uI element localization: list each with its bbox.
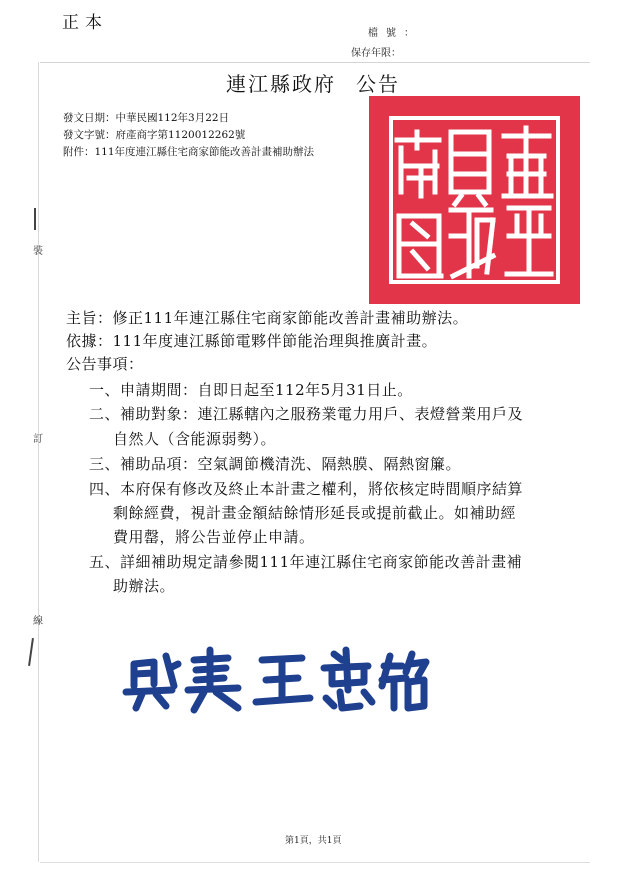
- copy-mark: 正本: [62, 13, 108, 33]
- subject-line: 主旨：修正111年連江縣住宅商家節能改善計畫補助辦法。: [66, 309, 469, 327]
- notice-item-4-continued: 剩餘經費，視計畫金額結餘情形延長或提前截止。如補助經: [113, 504, 517, 522]
- notice-item-5: 五、詳細補助規定請參閱111年連江縣住宅商家節能改善計畫補: [89, 553, 523, 571]
- page-border-top: [40, 62, 590, 63]
- binding-tick: [28, 638, 34, 666]
- signature-stroke-icon: [120, 646, 430, 716]
- notice-item-5-continued: 助辦法。: [113, 577, 176, 595]
- agency-name: 連江縣政府: [226, 72, 336, 96]
- notice-item-2: 二、補助對象：連江縣轄內之服務業電力用戶、表燈營業用戶及: [89, 405, 524, 423]
- page-border-bottom: [40, 862, 590, 863]
- page-number: 第1頁，共1頁: [285, 836, 342, 846]
- notice-item-1: 一、申請期間：自即日起至112年5月31日止。: [89, 381, 413, 399]
- archive-number-label: 檔號：: [368, 28, 422, 39]
- attachment-line: 附件：111年度連江縣住宅商家節能改善計畫補助辦法: [63, 146, 315, 158]
- notice-item-4: 四、本府保有修改及終止本計畫之權利，將依核定時間順序結算: [89, 480, 524, 498]
- issue-date: 發文日期：中華民國112年3月22日: [63, 112, 230, 124]
- binding-mark-xian: 線: [33, 616, 43, 627]
- notices-heading: 公告事項：: [66, 355, 144, 373]
- notice-item-4-continued: 費用罄，將公告並停止申請。: [113, 528, 315, 546]
- binding-mark-ding: 訂: [33, 434, 43, 445]
- magistrate-signature: [120, 646, 430, 716]
- notice-item-2-continued: 自然人（含能源弱勢）。: [113, 430, 277, 448]
- reference-number: 發文字號：府產商字第1120012262號: [63, 129, 246, 141]
- document-type: 公告: [356, 72, 400, 96]
- retention-period-label: 保存年限：: [351, 48, 401, 59]
- page-border-left: [38, 62, 39, 862]
- binding-tick: [34, 208, 36, 230]
- binding-mark-zhuang: 裝: [33, 246, 43, 257]
- document-title: [226, 68, 400, 97]
- basis-line: 依據：111年度連江縣節電夥伴節能治理與推廣計畫。: [66, 332, 438, 350]
- seal-glyphs-icon: [369, 96, 580, 304]
- notice-item-3: 三、補助品項：空氣調節機清洗、隔熱膜、隔熱窗簾。: [89, 455, 462, 473]
- official-seal: [369, 96, 580, 304]
